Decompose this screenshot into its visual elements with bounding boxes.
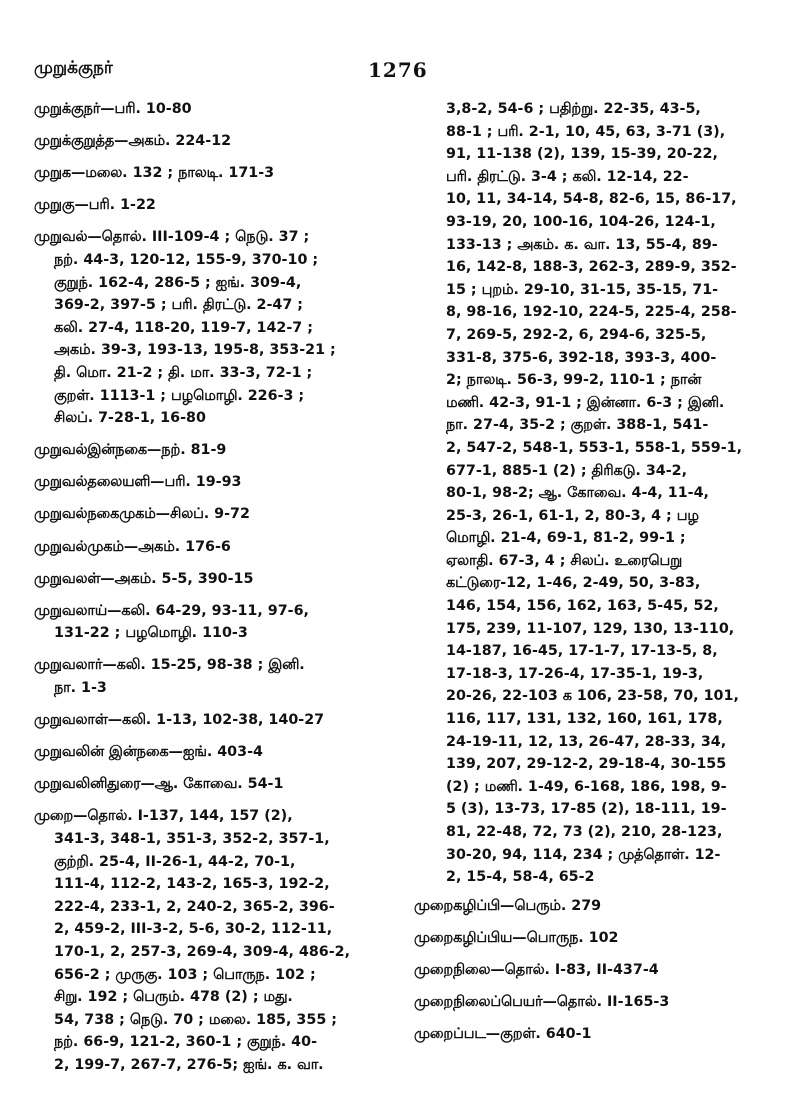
continued-reference-line: 16, 142-8, 188-3, 262-3, 289-9, 352-: [446, 259, 737, 276]
index-entry: [34, 709, 402, 732]
index-entry: [414, 895, 774, 918]
entry-headword-line: முறுவல்நகைமுகம்—சிலப். 9-72: [34, 506, 250, 523]
continued-reference-line: 14-187, 16-45, 17-1-7, 17-13-5, 8,: [446, 643, 718, 660]
entry-reference-line: 111-4, 112-2, 143-2, 165-3, 192-2,: [54, 876, 330, 893]
entry-headword-line: முறுகு—பரி. 1-22: [34, 197, 156, 214]
index-entry: [34, 130, 402, 153]
entry-headword-line: முறுவலார்—கலி. 15-25, 98-38 ; இனி.: [34, 657, 305, 674]
continued-reference-line: 2, 15-4, 58-4, 65-2: [446, 869, 595, 886]
entry-reference-line: குற்றி. 25-4, II-26-1, 44-2, 70-1,: [54, 853, 296, 870]
index-entry: [34, 773, 402, 796]
entry-headword-line: முறுக்குறுத்த—அகம். 224-12: [34, 133, 232, 150]
entry-reference-line: நற். 66-9, 121-2, 360-1 ; குறுந். 40-: [54, 1034, 318, 1051]
continued-entry-block: [414, 98, 774, 889]
continued-reference-line: 17-18-3, 17-26-4, 17-35-1, 19-3,: [446, 665, 704, 682]
entry-headword-line: முறுவலின் இன்நகை—ஐங். 403-4: [34, 744, 263, 761]
continued-reference-line: 30-20, 94, 114, 234 ; முத்தொள். 12-: [446, 846, 721, 863]
continued-reference-line: 10, 11, 34-14, 54-8, 82-6, 15, 86-17,: [446, 191, 737, 208]
continued-reference-line: மொழி. 21-4, 69-1, 81-2, 99-1 ;: [446, 530, 686, 547]
right-column: [414, 98, 774, 1055]
continued-reference-line: 146, 154, 156, 162, 163, 5-45, 52,: [446, 598, 719, 615]
index-entry: [34, 805, 402, 1076]
entry-reference-line: சிலப். 7-28-1, 16-80: [54, 410, 206, 427]
index-entry: [34, 600, 402, 645]
index-entry: [34, 741, 402, 764]
continued-reference-line: 20-26, 22-103 க 106, 23-58, 70, 101,: [446, 688, 739, 705]
continued-reference-line: 2; நாலடி. 56-3, 99-2, 110-1 ; நான்: [446, 372, 702, 389]
entry-reference-line: அகம். 39-3, 193-13, 195-8, 353-21 ;: [54, 342, 336, 359]
index-entry: [414, 927, 774, 950]
index-entry: [34, 439, 402, 462]
continued-reference-line: 175, 239, 11-107, 129, 130, 13-110,: [446, 620, 735, 637]
entry-headword-line: முறுவல்முகம்—அகம். 176-6: [34, 538, 231, 555]
entry-reference-line: சிறு. 192 ; பெரும். 478 (2) ; மது.: [54, 989, 293, 1006]
continued-reference-line: ஏலாதி. 67-3, 4 ; சிலப். உரைபெறு: [446, 552, 683, 569]
continued-reference-line: 25-3, 26-1, 61-1, 2, 80-3, 4 ; பழ: [446, 507, 699, 524]
continued-reference-line: 80-1, 98-2; ஆ. கோவை. 4-4, 11-4,: [446, 485, 709, 502]
continued-reference-line: 93-19, 20, 100-16, 104-26, 124-1,: [446, 213, 716, 230]
continued-reference-line: நா. 27-4, 35-2 ; குறள். 388-1, 541-: [446, 417, 709, 434]
entry-headword-line: முறுவல்தலையளி—பரி. 19-93: [34, 474, 242, 491]
continued-reference-line: 91, 11-138 (2), 139, 15-39, 20-22,: [446, 146, 718, 163]
entry-reference-line: 2, 199-7, 267-7, 276-5; ஐங். க. வா.: [54, 1056, 324, 1073]
continued-reference-line: 5 (3), 13-73, 17-85 (2), 18-111, 19-: [446, 801, 727, 818]
index-entry: [34, 162, 402, 185]
entry-reference-line: 131-22 ; பழமொழி. 110-3: [54, 625, 248, 642]
index-entry: [34, 654, 402, 699]
index-entry: [414, 991, 774, 1014]
entry-reference-line: கலி. 27-4, 118-20, 119-7, 142-7 ;: [54, 319, 313, 336]
entry-headword-line: முறுவலள்—அகம். 5-5, 390-15: [34, 570, 254, 587]
continued-reference-line: பரி. திரட்டு. 3-4 ; கலி. 12-14, 22-: [446, 168, 689, 185]
continued-reference-line: 8, 98-16, 192-10, 224-5, 225-4, 258-: [446, 304, 737, 321]
continued-reference-line: 7, 269-5, 292-2, 6, 294-6, 325-5,: [446, 326, 707, 343]
index-entry: [414, 1023, 774, 1046]
continued-reference-line: 24-19-11, 12, 13, 26-47, 28-33, 34,: [446, 733, 727, 750]
right-entries: [414, 895, 774, 1046]
entry-reference-line: 369-2, 397-5 ; பரி. திரட்டு. 2-47 ;: [54, 297, 303, 314]
entry-reference-line: 222-4, 233-1, 2, 240-2, 365-2, 396-: [54, 898, 335, 915]
continued-reference-line: 3,8-2, 54-6 ; பதிற்று. 22-35, 43-5,: [446, 101, 701, 117]
entry-headword-line: முறுக்குநர்—பரி. 10-80: [34, 101, 192, 117]
entry-reference-line: தி. மொ. 21-2 ; தி. மா. 33-3, 72-1 ;: [54, 364, 313, 381]
entry-reference-line: நற். 44-3, 120-12, 155-9, 370-10 ;: [54, 251, 319, 268]
index-entry: [34, 471, 402, 494]
entry-headword-line: முறுவல்—தொல். III-109-4 ; நெடு. 37 ;: [34, 229, 310, 246]
continued-reference-line: மணி. 42-3, 91-1 ; இன்னா. 6-3 ; இனி.: [446, 394, 725, 411]
index-entry: [34, 226, 402, 429]
index-entry: [414, 959, 774, 982]
entry-reference-line: 170-1, 2, 257-3, 269-4, 309-4, 486-2,: [54, 943, 351, 960]
entry-reference-line: குறுந். 162-4, 286-5 ; ஐங். 309-4,: [54, 274, 302, 291]
entry-reference-line: 2, 459-2, III-3-2, 5-6, 30-2, 112-11,: [54, 921, 333, 938]
entry-reference-line: குறள். 1113-1 ; பழமொழி. 226-3 ;: [54, 387, 305, 404]
continued-reference-line: 88-1 ; பரி. 2-1, 10, 45, 63, 3-71 (3),: [446, 123, 726, 140]
continued-reference-line: 133-13 ; அகம். க. வா. 13, 55-4, 89-: [446, 236, 718, 253]
left-column: [34, 98, 402, 1086]
entry-reference-line: 341-3, 348-1, 351-3, 352-2, 357-1,: [54, 830, 330, 847]
continued-reference-line: 331-8, 375-6, 392-18, 393-3, 400-: [446, 349, 717, 366]
entry-headword-line: முறுக—மலை. 132 ; நாலடி. 171-3: [34, 165, 275, 182]
continued-reference-line: கட்டுரை-12, 1-46, 2-49, 50, 3-83,: [446, 575, 701, 592]
index-entry: [34, 568, 402, 591]
running-head: முறுக்குநர்: [34, 58, 113, 78]
continued-reference-line: 139, 207, 29-12-2, 29-18-4, 30-155: [446, 756, 727, 773]
entry-headword-line: முறைகழிப்பி—பெரும். 279: [414, 897, 602, 914]
index-entry: [34, 503, 402, 526]
continued-reference-line: 81, 22-48, 72, 73 (2), 210, 28-123,: [446, 824, 723, 840]
entry-reference-line: 656-2 ; முருகு. 103 ; பொருந. 102 ;: [54, 966, 316, 983]
entry-headword-line: முறை—தொல். I-137, 144, 157 (2),: [34, 808, 293, 825]
entry-headword-line: முறைநிலை—தொல். I-83, II-437-4: [414, 961, 659, 978]
continued-reference-line: 2, 547-2, 548-1, 553-1, 558-1, 559-1,: [446, 439, 743, 456]
entry-headword-line: முறுவலாய்—கலி. 64-29, 93-11, 97-6,: [34, 602, 309, 619]
entry-headword-line: முறைப்பட—குறள். 640-1: [414, 1026, 592, 1043]
entry-headword-line: முறுவலினிதுரை—ஆ. கோவை. 54-1: [34, 776, 284, 793]
entry-reference-line: நா. 1-3: [54, 679, 107, 696]
index-entry: [34, 98, 402, 121]
entry-headword-line: முறுவலாள்—கலி. 1-13, 102-38, 140-27: [34, 712, 325, 729]
entry-headword-line: முறுவல்இன்நகை—நற். 81-9: [34, 442, 227, 459]
continued-reference-line: (2) ; மணி. 1-49, 6-168, 186, 198, 9-: [446, 778, 727, 795]
index-entry: [34, 194, 402, 217]
entry-headword-line: முறைநிலைப்பெயர்—தொல். II-165-3: [414, 994, 670, 1011]
index-entry: [34, 536, 402, 559]
continued-reference-line: 116, 117, 131, 132, 160, 161, 178,: [446, 711, 723, 728]
entry-reference-line: 54, 738 ; நெடு. 70 ; மலை. 185, 355 ;: [54, 1011, 337, 1028]
continued-reference-line: 677-1, 885-1 (2) ; திரிகடு. 34-2,: [446, 462, 688, 479]
entry-headword-line: முறைகழிப்பிய—பொருந. 102: [414, 929, 619, 946]
page-number: 1276: [368, 58, 428, 82]
continued-reference-line: 15 ; புறம். 29-10, 31-15, 35-15, 71-: [446, 281, 719, 298]
